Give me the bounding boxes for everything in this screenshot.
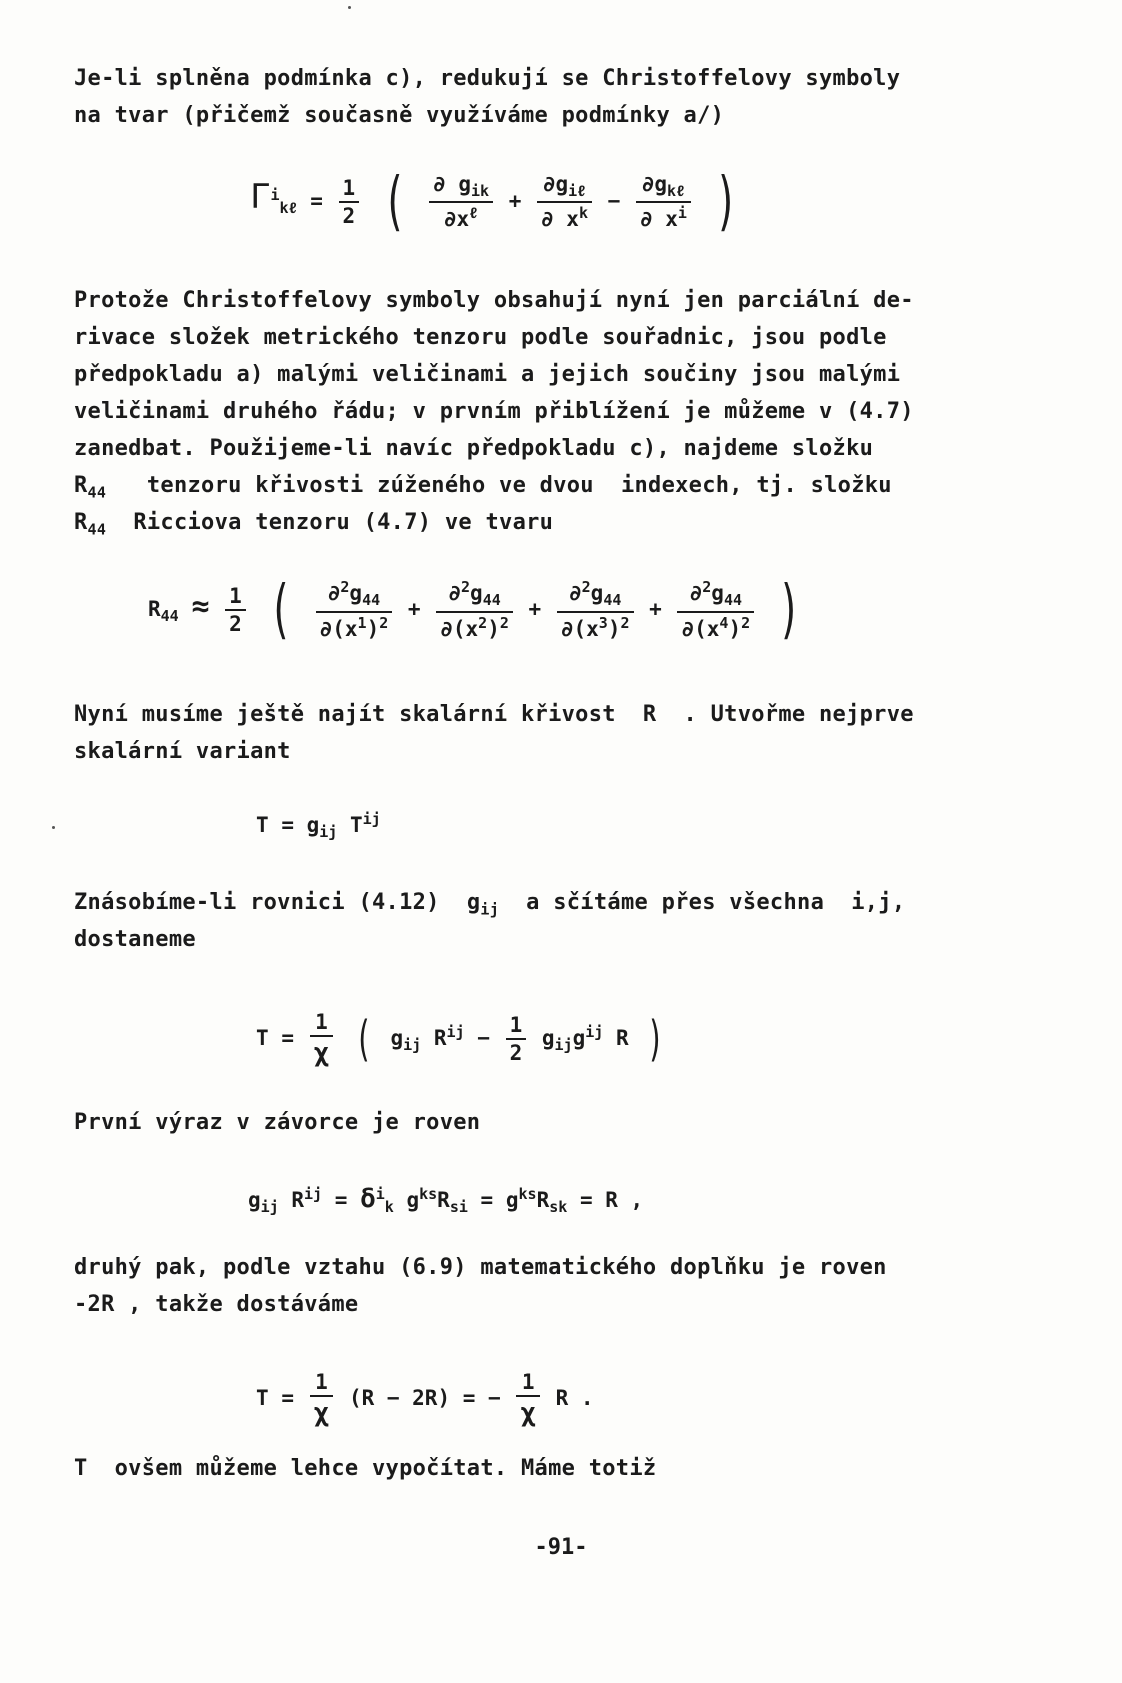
fraction-one-over-chi: [310, 1012, 334, 1066]
fraction-term-1: [429, 171, 493, 232]
final-middle: (R − 2R) = −: [348, 1386, 501, 1410]
math-glyph: ∂(x: [560, 616, 599, 641]
term1-numerator: ∂ g: [433, 171, 471, 196]
t-superscript: ij: [362, 810, 381, 828]
math-glyph: 4: [719, 613, 729, 632]
math-glyph: 2: [499, 613, 509, 632]
fraction-denominator: χ: [313, 1038, 330, 1068]
plus-sign: +: [508, 189, 522, 213]
fraction-numerator: 1: [310, 1012, 334, 1037]
math-glyph: ∂: [448, 581, 461, 606]
minus-sign: −: [607, 189, 621, 213]
r-subscript: 44: [87, 520, 107, 539]
paragraph-r44-line2: [74, 504, 1034, 548]
equals-sign: =: [310, 189, 323, 213]
contraction-result: = R ,: [579, 1188, 644, 1212]
math-glyph: ij: [403, 1036, 422, 1055]
math-glyph: 44: [482, 591, 501, 610]
math-glyph: χ: [313, 1398, 330, 1428]
t-tensor: T: [350, 813, 363, 837]
math-glyph: g: [248, 1188, 261, 1212]
term3-numerator: ∂g: [641, 171, 668, 196]
math-glyph: 2: [620, 613, 630, 632]
left-paren: (: [269, 573, 293, 647]
gamma-superscript: i: [270, 186, 280, 204]
math-glyph: 2: [461, 578, 471, 597]
math-glyph: g: [406, 1188, 420, 1212]
fraction-half: [339, 175, 360, 228]
fraction-denominator: 2: [342, 203, 356, 228]
math-glyph: ij: [446, 1023, 465, 1041]
math-glyph: 1: [506, 1015, 527, 1040]
equals-sign: =: [281, 1026, 294, 1050]
math-glyph: sk: [549, 1198, 568, 1217]
equals-sign: =: [281, 1386, 294, 1410]
fraction-one-over-chi-2: [516, 1372, 540, 1426]
equation-trace-definition: [256, 812, 381, 840]
scan-speck: [348, 6, 351, 9]
math-glyph: 2: [509, 1040, 523, 1065]
g-symbol: g: [466, 890, 481, 915]
equation-christoffel: [250, 165, 745, 239]
math-glyph: k: [384, 1198, 394, 1217]
r44-line1-text: tenzoru křivosti zúženého ve dvou indexech, tj. složku: [146, 473, 892, 498]
math-glyph: si: [449, 1198, 468, 1217]
equation-final: [256, 1372, 594, 1426]
math-glyph: 3: [598, 613, 608, 632]
math-glyph: 44: [603, 591, 622, 610]
math-glyph: 44: [362, 591, 381, 610]
g-subscript: ij: [319, 823, 338, 842]
right-paren: ): [714, 165, 738, 239]
fraction-denominator: 2: [229, 611, 242, 636]
ricci-term-3: [557, 580, 634, 639]
math-glyph: 2: [741, 613, 751, 632]
multiply-text: Znásobíme-li rovnici (4.12): [74, 890, 440, 915]
math-glyph: R: [433, 1026, 447, 1050]
math-glyph: R: [615, 1026, 629, 1050]
g-symbol: g: [306, 813, 320, 837]
term1-numerator-sub: ik: [470, 182, 490, 201]
math-glyph: 1: [310, 1372, 334, 1397]
math-glyph: i: [375, 1185, 385, 1203]
math-glyph: ∂(x: [319, 616, 358, 641]
math-glyph: g: [711, 581, 724, 606]
paragraph-second-term: druhý pak, podle vztahu (6.9) matematického doplňku je roven -2R , takže dostáváme: [74, 1255, 887, 1317]
plus-sign: +: [528, 597, 542, 621]
math-glyph: ): [487, 616, 500, 641]
math-glyph: 2: [379, 613, 389, 632]
math-glyph: g: [349, 581, 363, 606]
term2-denominator-sup: k: [578, 204, 588, 223]
fraction-term-3: [636, 171, 691, 232]
math-glyph: ∂(x: [681, 616, 720, 641]
math-glyph: ij: [260, 1198, 279, 1217]
fraction-half: [225, 583, 246, 636]
final-result: R .: [555, 1386, 594, 1410]
paragraph-first-term: První výraz v závorce je roven: [74, 1110, 481, 1135]
fraction-numerator: 1: [225, 586, 246, 611]
r-symbol: R: [74, 473, 88, 498]
math-glyph: 2: [478, 613, 488, 632]
math-glyph: ij: [304, 1185, 323, 1203]
math-glyph: ): [607, 616, 621, 641]
math-glyph: ks: [419, 1185, 438, 1203]
approx-sign: ≈: [191, 589, 210, 624]
term2-denominator: ∂ x: [541, 207, 579, 232]
fraction-one-over-chi: [310, 1372, 334, 1426]
gamma-subscript: kℓ: [279, 199, 298, 218]
right-paren: ): [647, 1011, 665, 1067]
ricci-term-2: [436, 580, 513, 639]
math-glyph: g: [390, 1026, 404, 1050]
scan-speck: [52, 826, 55, 829]
ricci-lhs: R: [148, 597, 161, 621]
math-glyph: ks: [518, 1185, 537, 1203]
equation-contraction: [248, 1186, 643, 1215]
t-symbol: T: [256, 813, 269, 837]
ricci-term-4: [677, 580, 754, 639]
term2-numerator-sub: iℓ: [568, 182, 587, 201]
math-glyph: χ: [520, 1398, 536, 1428]
math-glyph: g: [470, 581, 483, 606]
fraction-numerator: 1: [339, 178, 360, 203]
left-paren: (: [354, 1011, 373, 1067]
term3-denominator: ∂ x: [639, 207, 678, 232]
page-number: -91-: [534, 1535, 588, 1560]
equals-sign: =: [480, 1188, 494, 1212]
term2-numerator: ∂g: [542, 171, 569, 196]
paragraph-derivation: Protože Christoffelovy symboly obsahují nyní jen parciální de- rivace složek metrického tenzoru podle souřadnic, jsou podle předpokladu a) malými veličinami a jejich součiny jsou malými veličinami druhého řádu; v prvním přiblížení je můžeme v (4.7) zanedbat. Použijeme-li navíc předpokladu c), najdeme složku: [74, 288, 914, 461]
fraction-half: [506, 1012, 527, 1065]
math-glyph: ): [728, 616, 742, 641]
g-subscript: ij: [480, 900, 500, 919]
t-symbol: T: [256, 1386, 269, 1410]
math-glyph: ): [366, 616, 380, 641]
math-glyph: ∂: [327, 581, 341, 606]
ricci-term-1: [316, 580, 393, 639]
paragraph-scalar: Nyní musíme ještě najít skalární křivost R . Utvořme nejprve skalární variant: [74, 702, 914, 764]
ricci-lhs-sub: 44: [160, 607, 179, 626]
math-glyph: g: [590, 581, 604, 606]
minus-sign: −: [477, 1026, 490, 1050]
plus-sign: +: [649, 597, 662, 621]
math-glyph: ∂: [568, 581, 582, 606]
plus-sign: +: [407, 597, 421, 621]
paragraph-compute-t: T ovšem můžeme lehce vypočítat. Máme totiž: [74, 1456, 657, 1481]
r-symbol: R: [74, 510, 88, 535]
left-paren: (: [382, 165, 406, 239]
term3-numerator-sub: kℓ: [667, 182, 686, 201]
r-subscript: 44: [87, 483, 107, 502]
math-glyph: g: [541, 1026, 555, 1050]
paragraph-obtain: dostaneme: [74, 927, 196, 952]
sum-text: a sčítáme přes všechna i,j,: [526, 890, 906, 915]
r44-line2-text: Ricciova tenzoru (4.7) ve tvaru: [133, 510, 554, 535]
math-glyph: R: [291, 1188, 305, 1212]
right-paren: ): [777, 573, 801, 647]
math-glyph: ∂(x: [440, 616, 479, 641]
math-glyph: ij: [554, 1036, 573, 1055]
term3-denominator-sup: i: [677, 204, 687, 223]
equation-trace-expression: [256, 1012, 670, 1066]
math-glyph: g: [505, 1188, 519, 1212]
math-glyph: ∂: [689, 581, 703, 606]
gamma-symbol: Γ: [250, 177, 271, 217]
math-glyph: 2: [581, 578, 591, 597]
math-glyph: R: [437, 1188, 450, 1212]
fraction-term-2: [537, 171, 592, 232]
equals-sign: =: [334, 1188, 348, 1212]
math-glyph: 2: [340, 578, 350, 597]
kronecker-delta: δ: [360, 1184, 376, 1214]
math-glyph: ij: [585, 1023, 604, 1041]
term1-denominator: ∂x: [443, 207, 470, 232]
t-symbol: T: [256, 1026, 269, 1050]
equation-ricci: [148, 573, 808, 647]
equals-sign: =: [281, 813, 294, 837]
math-glyph: 1: [516, 1372, 540, 1397]
math-glyph: 1: [357, 613, 367, 632]
math-glyph: 44: [723, 591, 742, 610]
term1-denominator-sup: ℓ: [469, 204, 479, 223]
math-glyph: R: [536, 1188, 550, 1212]
math-glyph: g: [572, 1026, 586, 1050]
paragraph-intro: Je-li splněna podmínka c), redukují se Christoffelovy symboly na tvar (přičemž současně využíváme podmínky a/): [74, 66, 901, 128]
math-glyph: 2: [702, 578, 712, 597]
